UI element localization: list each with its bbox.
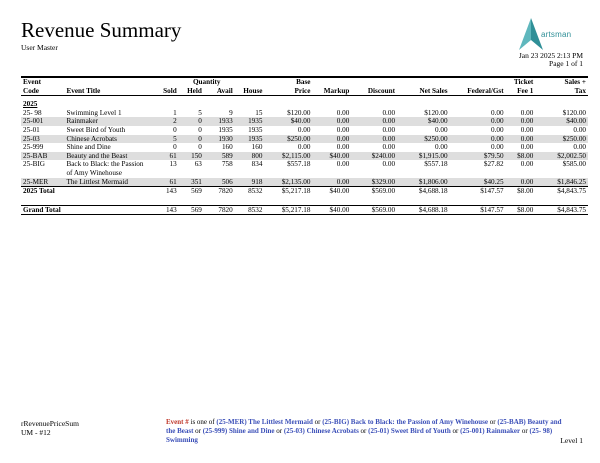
group-header [21, 100, 588, 109]
held: 0 [198, 125, 202, 134]
grand-total-row-markup: $40.00 [312, 205, 351, 215]
avail: 160 [221, 143, 233, 152]
sold: 2 [149, 117, 179, 126]
markup: 0.00 [312, 117, 351, 126]
sold: 0 [173, 143, 177, 152]
markup: 0.00 [336, 125, 350, 134]
grand-total-row-fee: $8.00 [506, 205, 536, 215]
criteria-value: (25-01) Sweet Bird of Youth [368, 427, 451, 435]
criteria-joiner: or [521, 427, 528, 435]
grand-total-row-gst: $147.57 [450, 205, 506, 215]
year-total-row-sold: 143 [149, 187, 179, 196]
logo-text: artsman [541, 30, 572, 39]
col-fee1: Fee 1 [506, 87, 536, 96]
base-price: $250.00 [264, 135, 312, 144]
held: 63 [194, 160, 202, 169]
revenue-table [21, 76, 588, 215]
net-sales: $1,806.00 [397, 178, 450, 187]
grand-total-row-price: $5,217.18 [264, 205, 312, 215]
criteria-joiner: or [314, 418, 321, 426]
ticket-fee: 0.00 [520, 108, 534, 117]
event-title: Beauty and the Beast [64, 152, 149, 161]
ticket-fee: 0.00 [506, 178, 536, 187]
event-title: Shine and Dine [66, 143, 111, 152]
year-total-row-price: $5,217.18 [264, 187, 312, 196]
federal-gst: $79.50 [450, 152, 506, 161]
grand-total-row-discount: $569.00 [351, 205, 397, 215]
page-number: Page 1 of 1 [549, 59, 583, 68]
discount: $329.00 [351, 178, 397, 187]
criteria-joiner: or [360, 427, 367, 435]
markup: 0.00 [336, 108, 350, 117]
table-row [21, 126, 588, 135]
base-price: $557.18 [287, 160, 311, 169]
year-total-row-house: 8532 [235, 187, 265, 196]
grand-total-row-held: 569 [179, 205, 204, 215]
house: 800 [235, 152, 265, 161]
table-row [21, 160, 588, 177]
year-total-row-total: $4,843.75 [535, 187, 588, 196]
net-sales: $1,915.00 [397, 152, 450, 161]
net-sales: $250.00 [397, 135, 450, 144]
house: 1935 [235, 117, 265, 126]
sales-tax: 0.00 [573, 143, 586, 152]
house: 1935 [248, 125, 263, 134]
sold: 61 [149, 178, 179, 187]
report-name: rRevenuePriceSum [21, 419, 79, 428]
year-total-row-fee: $8.00 [506, 187, 536, 196]
sales-tax: $40.00 [535, 117, 588, 126]
base-price: 0.00 [297, 143, 311, 152]
held: 0 [179, 135, 204, 144]
event-title: Rainmaker [64, 117, 149, 126]
criteria-joiner: or [195, 427, 202, 435]
year-total-row-label: 2025 Total [21, 187, 149, 196]
avail: 506 [204, 178, 235, 187]
col-base: Base [264, 77, 312, 87]
federal-gst: $40.25 [450, 178, 506, 187]
markup: 0.00 [336, 143, 350, 152]
year-total-row-held: 569 [179, 187, 204, 196]
event-code: 25-BIG [23, 160, 45, 169]
grand-total-row-avail: 7820 [204, 205, 235, 215]
sales-tax: 0.00 [573, 125, 586, 134]
discount: 0.00 [382, 160, 396, 169]
year-total-row-markup: $40.00 [312, 187, 351, 196]
federal-gst: 0.00 [491, 108, 504, 117]
ticket-fee: $8.00 [506, 152, 536, 161]
col-avail: Avail [204, 87, 235, 96]
criteria-label: Event # [166, 418, 189, 426]
col-quantity: Quantity [149, 77, 264, 87]
event-title: Swimming Level 1 [66, 108, 122, 117]
col-sales-plus: Sales + [535, 77, 588, 87]
year-total-row [21, 187, 588, 196]
house: 918 [235, 178, 265, 187]
discount: $240.00 [351, 152, 397, 161]
house: 160 [251, 143, 263, 152]
base-price: 0.00 [297, 125, 311, 134]
house: 834 [251, 160, 263, 169]
avail: 1935 [218, 125, 233, 134]
net-sales: $120.00 [424, 108, 448, 117]
discount: 0.00 [382, 125, 396, 134]
criteria-value: (25- 98) Swimming [166, 427, 553, 444]
grand-total-row [21, 205, 588, 215]
event-title: The Littlest Mermaid [64, 178, 149, 187]
federal-gst: 0.00 [491, 125, 504, 134]
event-title: Back to Black: the Passion of Amy Winehouse [66, 160, 144, 177]
table-row [21, 109, 588, 118]
federal-gst: 0.00 [450, 117, 506, 126]
report-code: UM - #12 [21, 428, 51, 437]
print-date: Jan 23 2025 2:13 PM [518, 51, 583, 60]
avail: 9 [229, 108, 233, 117]
col-price: Price [264, 87, 312, 96]
criteria-value: (25-001) Rainmaker [460, 427, 521, 435]
criteria-value: (25-BAB) Beauty and the Beast [166, 418, 562, 435]
col-sold: Sold [149, 87, 179, 96]
federal-gst: 0.00 [491, 143, 504, 152]
net-sales: $557.18 [424, 160, 448, 169]
house: 1935 [235, 135, 265, 144]
event-code: 25-01 [23, 125, 40, 134]
sales-tax: $120.00 [562, 108, 586, 117]
col-federal-gst: Federal/Gst [450, 87, 506, 96]
base-price: $40.00 [264, 117, 312, 126]
artsman-logo [517, 16, 583, 56]
col-ticket: Ticket [506, 77, 536, 87]
ticket-fee: 0.00 [520, 160, 534, 169]
col-tax: Tax [535, 87, 588, 96]
grand-total-row-sold: 143 [149, 205, 179, 215]
event-code: 25-03 [21, 135, 64, 144]
col-house: House [235, 87, 265, 96]
criteria-value: (25-03) Chinese Acrobats [283, 427, 359, 435]
base-price: $120.00 [287, 108, 311, 117]
markup: $40.00 [312, 152, 351, 161]
report-title: Revenue Summary [21, 18, 182, 42]
markup: 0.00 [312, 178, 351, 187]
ticket-fee: 0.00 [520, 143, 534, 152]
col-event-title: Event Title [64, 87, 149, 96]
criteria-value: (25-BIG) Back to Black: the Passion of Amy Winehouse [322, 418, 489, 426]
header-row-1 [21, 77, 588, 87]
col-code: Code [21, 87, 64, 96]
held: 351 [179, 178, 204, 187]
table-row [21, 178, 588, 187]
held: 0 [198, 143, 202, 152]
sold: 0 [173, 125, 177, 134]
discount: 0.00 [382, 143, 396, 152]
table-row [21, 117, 588, 126]
criteria-value: (25-MER) The Littlest Mermaid [216, 418, 313, 426]
year-total-row-avail: 7820 [204, 187, 235, 196]
ticket-fee: 0.00 [506, 135, 536, 144]
report-level: Level 1 [560, 436, 583, 445]
sales-tax: $1,846.25 [535, 178, 588, 187]
sold: 61 [149, 152, 179, 161]
col-event: Event [21, 77, 64, 87]
sales-tax: $250.00 [535, 135, 588, 144]
event-code: 25-MER [21, 178, 64, 187]
avail: 1930 [204, 135, 235, 144]
year-total-row-net: $4,688.18 [397, 187, 450, 196]
grand-total-row-total: $4,843.75 [535, 205, 588, 215]
sold: 1 [173, 108, 177, 117]
grand-total-row-net: $4,688.18 [397, 205, 450, 215]
table-row [21, 152, 588, 161]
event-title: Chinese Acrobats [64, 135, 149, 144]
col-discount: Discount [351, 87, 397, 96]
net-sales: $40.00 [397, 117, 450, 126]
col-held: Held [179, 87, 204, 96]
avail: 1933 [204, 117, 235, 126]
discount: 0.00 [351, 117, 397, 126]
held: 0 [179, 117, 204, 126]
held: 5 [198, 108, 202, 117]
base-price: $2,115.00 [264, 152, 312, 161]
markup: 0.00 [312, 135, 351, 144]
group-year: 2025 [23, 100, 38, 109]
house: 15 [255, 108, 263, 117]
col-markup: Markup [312, 87, 351, 96]
sales-tax: $585.00 [562, 160, 586, 169]
criteria-joiner: or [452, 427, 459, 435]
grand-total-row-house: 8532 [235, 205, 265, 215]
sold: 5 [149, 135, 179, 144]
net-sales: 0.00 [435, 125, 448, 134]
col-net-sales: Net Sales [397, 87, 450, 96]
base-price: $2,135.00 [264, 178, 312, 187]
year-total-row-discount: $569.00 [351, 187, 397, 196]
sold: 13 [169, 160, 177, 169]
ticket-fee: 0.00 [520, 125, 534, 134]
markup: 0.00 [336, 160, 350, 169]
grand-total-row-label: Grand Total [21, 205, 149, 215]
ticket-fee: 0.00 [506, 117, 536, 126]
criteria-operator: is one of [190, 418, 215, 426]
criteria-joiner: or [276, 427, 283, 435]
header-row-2 [21, 87, 588, 96]
avail: 758 [221, 160, 233, 169]
event-title: Sweet Bird of Youth [66, 125, 126, 134]
year-total-row-gst: $147.57 [450, 187, 506, 196]
net-sales: 0.00 [435, 143, 448, 152]
filter-criteria [166, 418, 566, 445]
sales-tax: $2,002.50 [535, 152, 588, 161]
event-code: 25- 98 [23, 108, 42, 117]
held: 150 [179, 152, 204, 161]
discount: 0.00 [351, 135, 397, 144]
event-code: 25-001 [21, 117, 64, 126]
discount: 0.00 [382, 108, 396, 117]
avail: 589 [204, 152, 235, 161]
federal-gst: 0.00 [450, 135, 506, 144]
event-code: 25-999 [23, 143, 44, 152]
criteria-value: (25-999) Shine and Dine [202, 427, 275, 435]
table-row [21, 143, 588, 152]
event-code: 25-BAB [21, 152, 64, 161]
criteria-joiner: or [489, 418, 496, 426]
federal-gst: $27.82 [483, 160, 504, 169]
report-subtitle: User Master [21, 43, 58, 52]
table-row [21, 135, 588, 144]
